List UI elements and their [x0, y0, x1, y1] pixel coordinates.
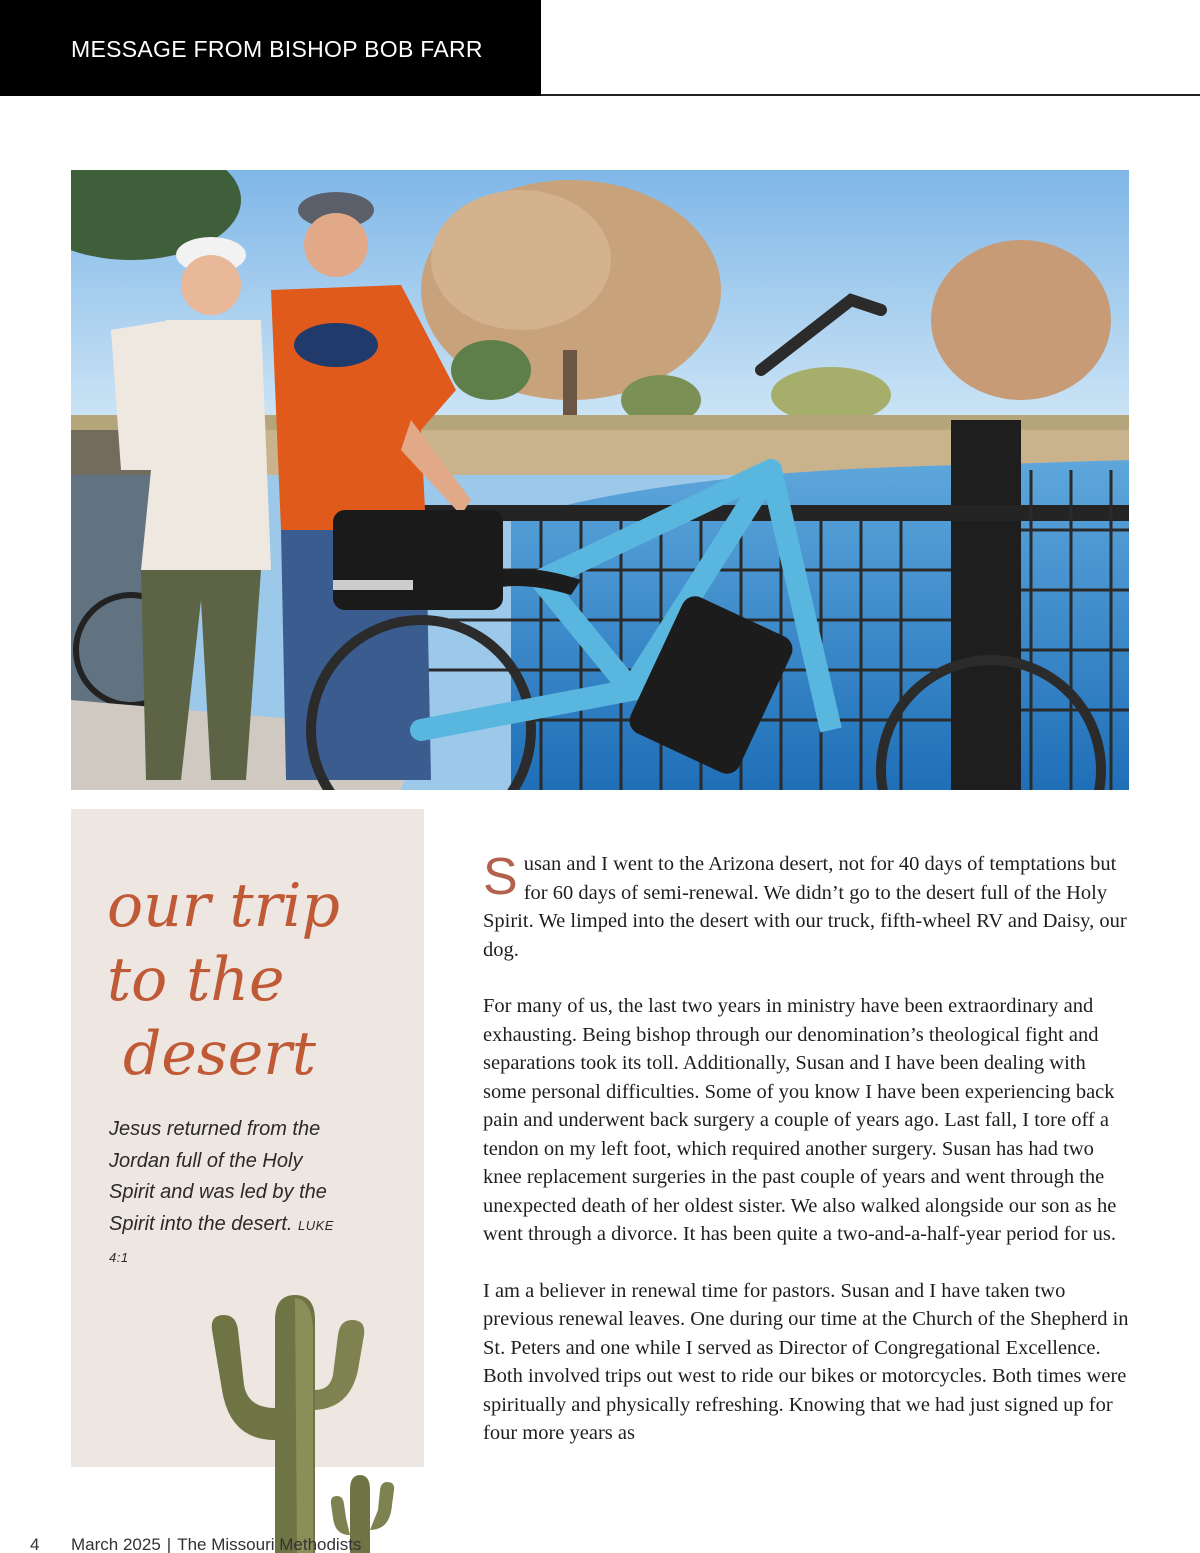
section-title: MESSAGE FROM BISHOP BOB FARR	[71, 36, 483, 62]
publication-name: The Missouri Methodists	[177, 1535, 362, 1553]
page-number: 4	[30, 1535, 40, 1553]
header-divider	[541, 94, 1200, 96]
quote-reference: LUKE 4:1	[109, 1217, 334, 1265]
title-line: to the	[107, 945, 285, 1015]
article-paragraph	[483, 850, 1133, 964]
saguaro-cactus-icon	[200, 1290, 410, 1553]
sidebar-script-title	[107, 869, 407, 1091]
drop-cap: S	[483, 848, 518, 906]
quote-text: Jesus returned from the Jordan full of the Holy Spirit and was led by the Spirit into the desert.	[109, 1118, 327, 1235]
feature-photo	[71, 170, 1129, 790]
title-line: desert	[123, 1019, 317, 1089]
title-line: our trip	[107, 871, 340, 941]
article-body	[483, 850, 1133, 1476]
paragraph-text: usan and I went to the Arizona desert, not for 40 days of temptations but for 60 days of semi-renewal. We didn’t go to the desert full of the Holy Spirit. We limped into the desert with our truck, fifth-wheel RV and Daisy, our dog.	[483, 853, 1127, 961]
article-paragraph: I am a believer in renewal time for pastors. Susan and I have taken two previous renewal leaves. One during our time at the Church of the Shepherd in St. Peters and one while I served as Director of Congregational Excellence. Both involved trips out west to ride our bikes or motorcycles. Both times were spiritually and physically refreshing. Knowing that we had just signed up for four more years as	[483, 1279, 1129, 1444]
footer-separator: |	[166, 1535, 172, 1553]
scripture-quote	[109, 1114, 349, 1274]
article-paragraph: For many of us, the last two years in ministry have been extraordinary and exhausting. Being bishop through our denomination’s theological fight and separations took its toll. Additionally, Susan and I have been dealing with some personal difficulties. Some of you know I have been experiencing back pain and underwent back surgery a couple of years ago. Last fall, I tore off a tendon on my left foot, which required another surgery. Susan has had two knee replacement surgeries in the past couple of years and went through the unexpected death of her oldest sister. We also walked alongside our son as he went through a divorce. It has been quite a two-and-a-half-year period for us.	[483, 995, 1117, 1245]
page-footer	[30, 1535, 361, 1553]
issue-date: March 2025	[71, 1535, 161, 1553]
